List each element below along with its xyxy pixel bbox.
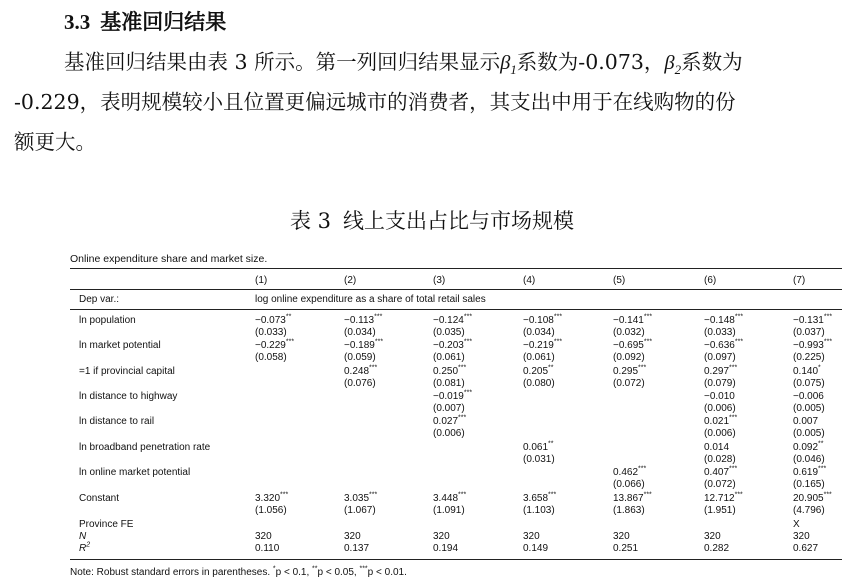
standard-error: (1.863) (613, 505, 645, 516)
table-caption (0, 205, 864, 235)
table-caption-title: 线上支出占比与市场规模 (343, 209, 575, 233)
coefficient: −0.636*** (704, 338, 744, 351)
section-number: 3.3 (64, 10, 91, 34)
significance-stars: ** (548, 440, 554, 448)
standard-error: (0.006) (433, 428, 465, 439)
coefficient: 0.297*** (704, 364, 738, 377)
column-header: (5) (613, 275, 626, 286)
standard-error: (0.058) (255, 352, 287, 363)
r2-label: $R^2$ (79, 541, 91, 554)
significance-stars: *** (638, 465, 647, 473)
significance-stars: *** (374, 338, 384, 346)
standard-error: (0.076) (344, 378, 376, 389)
coefficient: 0.014 (704, 442, 730, 453)
row-label: Constant (79, 493, 120, 504)
coefficient: 0.619*** (793, 465, 827, 478)
standard-error: (0.006) (704, 428, 736, 439)
coefficient: −0.019*** (433, 389, 473, 402)
standard-error: (0.080) (523, 378, 555, 389)
coefficient: −0.010 (704, 391, 735, 402)
r2-value: 0.282 (704, 543, 730, 554)
row-label: ln distance to highway (79, 391, 178, 402)
significance-stars: *** (280, 491, 289, 499)
row-label: ln distance to rail (79, 416, 155, 427)
dep-var-value: log online expenditure as a share of total retail sales (255, 294, 486, 305)
significance-stars: *** (729, 364, 738, 372)
dep-var-divider (70, 309, 842, 310)
n-value: 320 (344, 531, 361, 542)
paragraph-line-2: -0.229，表明规模较小且位置更偏远城市的消费者，其支出中用于在线购物的份 (14, 90, 736, 114)
coefficient: 0.027*** (433, 414, 467, 427)
n-label: N (79, 531, 87, 542)
significance-stars: *** (553, 338, 563, 346)
paragraph-line-3: 额更大。 (14, 130, 96, 154)
significance-stars: * (818, 364, 821, 372)
r2-value: 0.194 (433, 543, 459, 554)
standard-error: (0.033) (704, 327, 736, 338)
significance-stars: *** (548, 491, 557, 499)
significance-stars: ** (548, 364, 554, 372)
significance-stars: *** (823, 313, 833, 321)
coefficient: −0.108*** (523, 313, 563, 326)
section-title: 基准回归结果 (100, 9, 227, 34)
significance-stars: *** (818, 465, 827, 473)
standard-error: (0.066) (613, 479, 645, 490)
standard-error: (0.097) (704, 352, 736, 363)
significance-stars: ** (285, 313, 292, 321)
significance-stars: *** (553, 313, 563, 321)
coefficient: −0.073** (255, 313, 292, 326)
column-header: (7) (793, 275, 806, 286)
coefficient: 0.092** (793, 440, 824, 453)
row-label: =1 if provincial capital (79, 366, 175, 377)
coefficient: 0.250*** (433, 364, 467, 377)
n-value: 320 (255, 531, 272, 542)
coefficient: −0.006 (793, 391, 824, 402)
significance-stars: *** (369, 491, 378, 499)
row-label: ln population (79, 315, 136, 326)
standard-error: (0.031) (523, 454, 555, 465)
coefficient: −0.131*** (793, 313, 833, 326)
standard-error: (1.103) (523, 505, 555, 516)
coefficient: 3.320*** (255, 491, 289, 504)
significance-stars: *** (734, 338, 744, 346)
standard-error: (0.034) (344, 327, 376, 338)
standard-error: (0.046) (793, 454, 825, 465)
coefficient: 0.205** (523, 364, 554, 377)
province-fe-label: Province FE (79, 519, 134, 530)
coefficient: −0.148*** (704, 313, 744, 326)
standard-error: (0.006) (704, 403, 736, 414)
header-divider (70, 289, 842, 290)
significance-stars: *** (729, 414, 738, 422)
r2-value: 0.110 (255, 543, 280, 554)
significance-stars: *** (374, 313, 383, 321)
significance-stars: *** (285, 338, 295, 346)
table-caption-label: 表 3 (289, 209, 332, 233)
significance-stars: *** (643, 491, 652, 499)
standard-error: (0.005) (793, 428, 825, 439)
significance-stars: *** (369, 364, 378, 372)
beta-2-symbol: $\beta_2$ (664, 52, 682, 78)
n-value: 320 (704, 531, 721, 542)
coefficient: −0.124*** (433, 313, 473, 326)
coefficient: 13.867*** (613, 491, 652, 504)
n-value: 320 (613, 531, 630, 542)
significance-stars: *** (643, 313, 653, 321)
coefficient: 0.248*** (344, 364, 378, 377)
standard-error: (0.033) (255, 327, 287, 338)
beta-1-symbol: $\beta_1$ (500, 52, 517, 78)
significance-stars: *** (463, 389, 473, 397)
standard-error: (4.796) (793, 505, 825, 516)
column-header: (2) (344, 275, 357, 286)
significance-stars: *** (823, 338, 833, 346)
n-value: 320 (523, 531, 540, 542)
paragraph-text: 系数为 (681, 50, 743, 74)
coefficient: 0.140* (793, 364, 821, 377)
standard-error: (0.028) (704, 454, 736, 465)
standard-error: (0.005) (793, 403, 825, 414)
r2-value: 0.251 (613, 543, 639, 554)
coefficient: 0.061** (523, 440, 554, 453)
province-fe-marker: X (793, 519, 800, 530)
n-value: 320 (433, 531, 450, 542)
standard-error: (0.075) (793, 378, 825, 389)
coefficient: 3.035*** (344, 491, 378, 504)
r2-value: 0.627 (793, 543, 819, 554)
standard-error: (0.165) (793, 479, 825, 490)
coefficient: 3.448*** (433, 491, 467, 504)
significance-stars: *** (638, 364, 647, 372)
standard-error: (0.032) (613, 327, 645, 338)
coefficient: −0.189*** (344, 338, 384, 351)
significance-stars: *** (734, 313, 744, 321)
standard-error: (0.081) (433, 378, 465, 389)
paragraph-text: 系数为-0.073， (516, 50, 665, 74)
standard-error: (0.072) (704, 479, 736, 490)
coefficient: 0.007 (793, 416, 819, 427)
coefficient: 0.295*** (613, 364, 647, 377)
standard-error: (0.035) (433, 327, 465, 338)
coefficient: 0.021*** (704, 414, 738, 427)
table-note: Note: Robust standard errors in parentheses. *p < 0.1, **p < 0.05, ***p < 0.01. (70, 565, 407, 578)
significance-stars: *** (823, 491, 832, 499)
paragraph-text: 基准回归结果由表 3 所示。第一列回归结果显示 (64, 50, 501, 74)
significance-stars: *** (458, 414, 467, 422)
r2-value: 0.149 (523, 543, 549, 554)
section-heading (64, 6, 226, 36)
coefficient: −0.141*** (613, 313, 653, 326)
standard-error: (0.059) (344, 352, 376, 363)
standard-error: (1.951) (704, 505, 736, 516)
coefficient: −0.695*** (613, 338, 653, 351)
standard-error: (1.056) (255, 505, 287, 516)
column-header: (4) (523, 275, 536, 286)
standard-error: (0.072) (613, 378, 645, 389)
coefficient: 3.658*** (523, 491, 557, 504)
coefficient: 0.462*** (613, 465, 647, 478)
standard-error: (1.091) (433, 505, 465, 516)
table-title: Online expenditure share and market size. (70, 253, 268, 265)
significance-stars: *** (458, 491, 467, 499)
standard-error: (1.067) (344, 505, 376, 516)
standard-error: (0.092) (613, 352, 645, 363)
row-label: ln market potential (79, 340, 161, 351)
standard-error: (0.034) (523, 327, 555, 338)
dep-var-label: Dep var.: (79, 294, 120, 305)
standard-error: (0.037) (793, 327, 825, 338)
r2-value: 0.137 (344, 543, 370, 554)
standard-error: (0.007) (433, 403, 465, 414)
coefficient: 0.407*** (704, 465, 738, 478)
significance-stars: *** (458, 364, 467, 372)
row-label: ln broadband penetration rate (79, 442, 211, 453)
standard-error: (0.061) (523, 352, 555, 363)
coefficient: −0.113*** (344, 313, 383, 326)
standard-error: (0.079) (704, 378, 736, 389)
coefficient: 20.905*** (793, 491, 832, 504)
column-header: (3) (433, 275, 446, 286)
significance-stars: *** (463, 338, 473, 346)
significance-stars: *** (729, 465, 738, 473)
coefficient: 12.712*** (704, 491, 743, 504)
standard-error: (0.225) (793, 352, 825, 363)
coefficient: −0.993*** (793, 338, 833, 351)
coefficient: −0.219*** (523, 338, 563, 351)
table-bottom-rule (70, 559, 842, 560)
table-top-rule (70, 268, 842, 269)
coefficient: −0.203*** (433, 338, 473, 351)
n-value: 320 (793, 531, 810, 542)
column-header: (1) (255, 275, 268, 286)
significance-stars: *** (734, 491, 743, 499)
significance-stars: *** (463, 313, 473, 321)
significance-stars: *** (643, 338, 653, 346)
column-header: (6) (704, 275, 717, 286)
row-label: ln online market potential (79, 467, 191, 478)
coefficient: −0.229*** (255, 338, 295, 351)
significance-stars: ** (818, 440, 824, 448)
standard-error: (0.061) (433, 352, 465, 363)
